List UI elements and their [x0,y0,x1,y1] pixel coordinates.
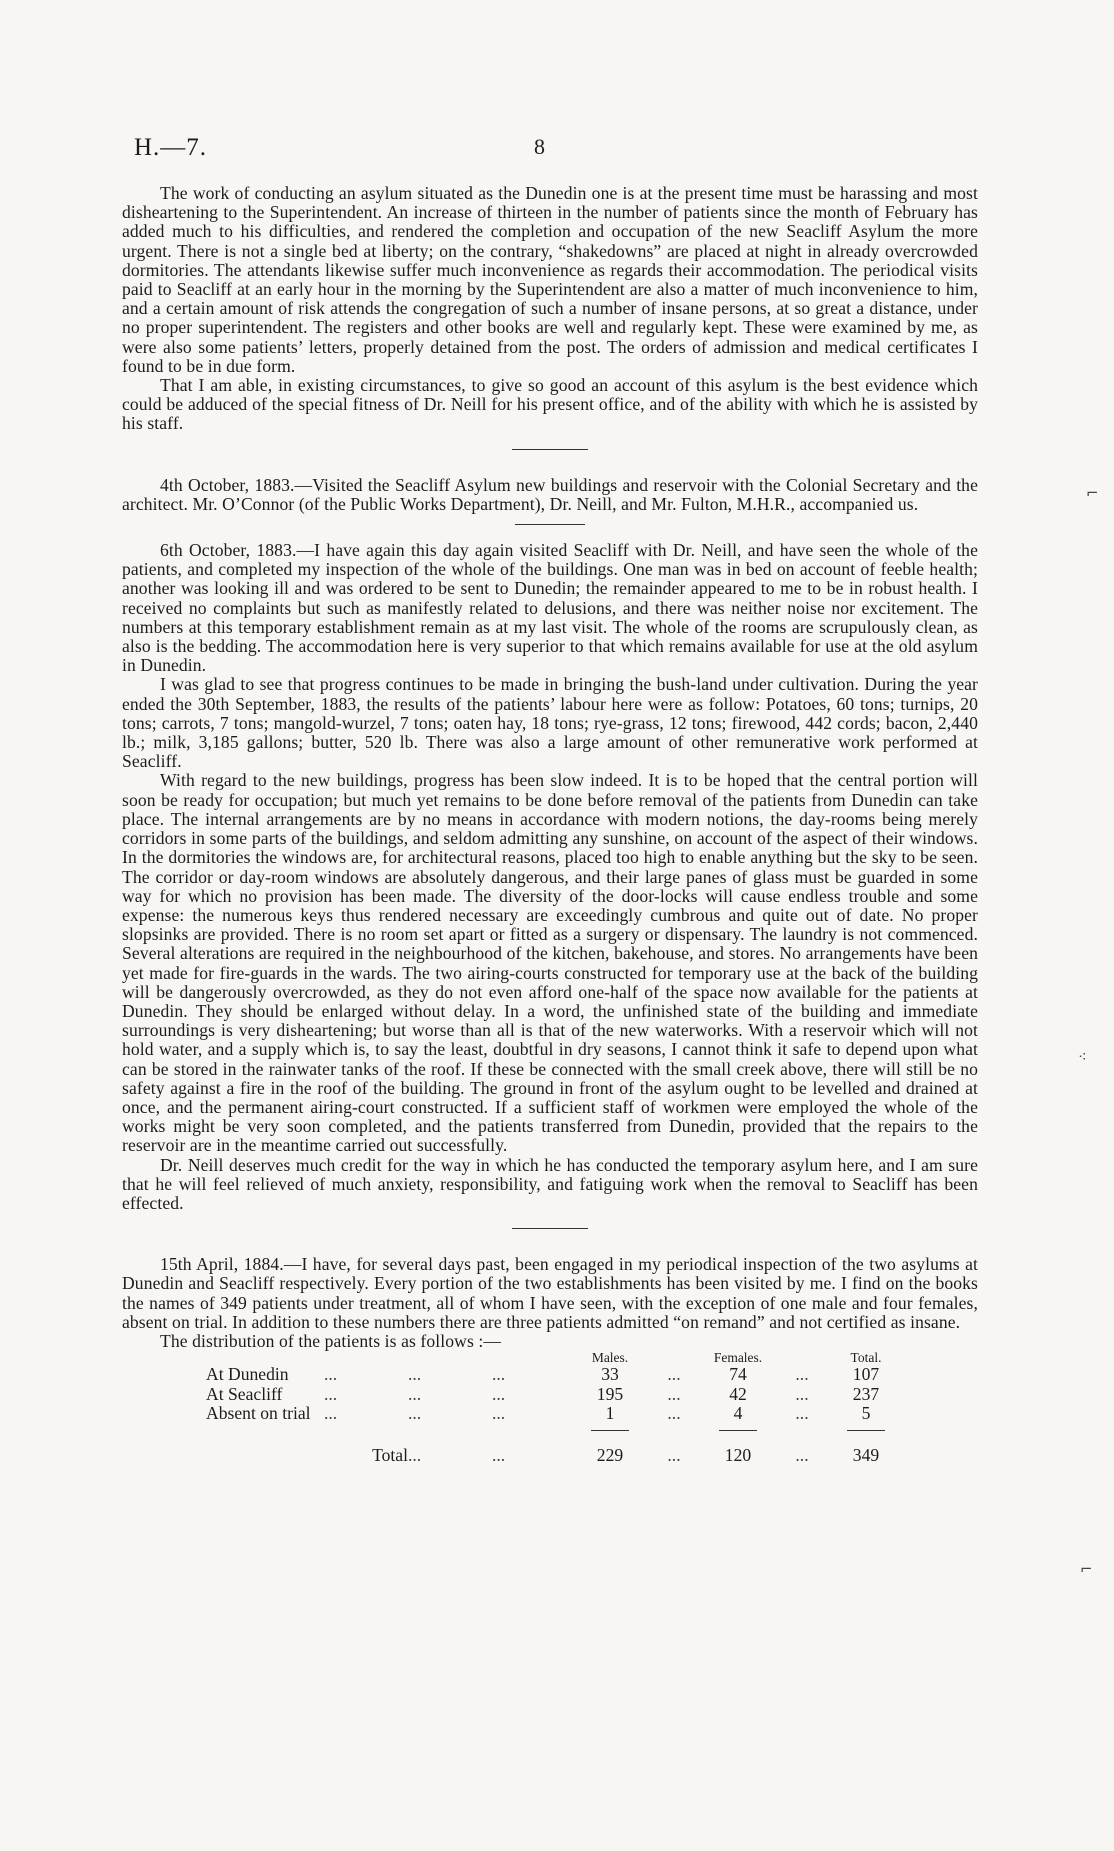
paragraph-entry-15-apr-1884: 15th April, 1884.—I have, for several days past, been engaged in my periodical inspection of the two asylums at Dunedin and Seacliff respectively. Every portion of the two establishments has been visited by me. I find on the books the names of 349 patients under treatment, all of whom I have seen, with the exception of one male and four females, absent on trial. In addition to these numbers there are three patients admitted “on remand” and not certified as insane. [122,1254,978,1332]
cell-males: 1 [605,1403,615,1424]
paragraph-entry-6-oct-1883: 6th October, 1883.—I have again this day again visited Seacliff with Dr. Neill, and have seen the whole of the patients, and completed my inspection of the whole of the buildings. One man was in bed on account of feeble health; another was looking ill and was ordered to be sent to Dunedin; the remainder appeared to me to be in robust health. I received no complaints but such as manifestly related to delusions, and there was neither noise nor excitement. The numbers at this temporary establishment remain as at my last visit. The whole of the rooms are scrupulously clean, as also is the bedding. The accommodation here is very superior to that which remains available for use at the old asylum in Dunedin. [122,540,978,676]
leader-dots: ... [795,1444,809,1465]
leader-dots: ... [667,1403,681,1424]
leader-dots: ... [324,1403,338,1424]
leader-dots: ... [492,1444,506,1465]
margin-scan-mark: ⌐ [1080,1560,1093,1578]
table-row [206,1404,900,1424]
cell-males: 33 [601,1364,619,1385]
leader-dots: ... [795,1403,809,1424]
table-row [206,1365,900,1385]
paragraph-dr-neill-credit: Dr. Neill deserves much credit for the way in which he has conducted the temporary asylum here, and I am sure that he will feel relieved of much anxiety, responsibility, and fatiguing work when the removal to Seacliff has been effected. [122,1154,978,1213]
table-total-row [206,1444,900,1466]
table-header-row [206,1351,900,1365]
cell-females: 42 [729,1383,747,1404]
row-label: At Dunedin [206,1364,289,1385]
column-header-males: Males. [591,1350,629,1366]
document-reference: H.—7. [134,134,208,161]
column-header-females: Females. [713,1350,763,1366]
leader-dots: ... [408,1444,422,1465]
leader-dots: ... [492,1403,506,1424]
sum-rule [847,1430,885,1439]
page-header [122,128,978,168]
section-divider [515,524,585,525]
cell-males: 195 [596,1383,624,1404]
total-label: Total [372,1444,408,1465]
cell-total: 107 [852,1364,880,1385]
section-divider [512,1228,588,1229]
sum-rule-row [206,1424,900,1444]
row-label: Absent on trial [206,1403,311,1424]
paragraph-dunedin-conclusion: That I am able, in existing circumstances, to give so good an account of this asylum is the best evidence which could be adduced of the special fitness of Dr. Neill for his present office, and of the ability with which he is assisted by his staff. [122,375,978,434]
total-females: 120 [724,1444,752,1465]
patient-distribution-table [206,1351,900,1465]
row-label: At Seacliff [206,1383,283,1404]
page-number: 8 [534,134,545,159]
leader-dots: ... [324,1383,338,1404]
total-total: 349 [852,1444,880,1465]
section-divider [512,449,588,450]
column-header-total: Total. [850,1350,882,1366]
leader-dots: ... [492,1364,506,1385]
total-males: 229 [596,1444,624,1465]
leader-dots: ... [408,1364,422,1385]
cell-females: 74 [729,1364,747,1385]
paragraph-dunedin-conditions: The work of conducting an asylum situated as the Dunedin one is at the present time must be harassing and most disheartening to the Superintendent. An increase of thirteen in the number of patients since the month of February has added much to his difficulties, and rendered the completion and occupation of the new Seacliff Asylum the more urgent. There is not a single bed at liberty; on the contrary, “shakedowns” are placed at night in already overcrowded dormitories. The attendants likewise suffer much inconvenience as regards their accommodation. The periodical visits paid to Seacliff at an early hour in the morning by the Superintendent are also a matter of much inconvenience to him, and a certain amount of risk attends the congregation of such a number of insane persons, at so great a distance, under no proper superintendent. The registers and other books are well and regularly kept. These were examined by me, as were also some patients’ letters, properly detained from the post. The orders of admission and medical certificates I found to be in due form. [122,183,978,376]
cell-total: 5 [861,1403,871,1424]
paragraph-farm-produce: I was glad to see that progress continues to be made in bringing the bush-land under cultivation. During the year ended the 30th September, 1883, the results of the patients’ labour here were as follow: Potatoes, 60 tons; turnips, 20 tons; carrots, 7 tons; mangold-wurzel, 7 tons; oaten hay, 18 tons; rye-grass, 12 tons; firewood, 442 cords; bacon, 2,440 lb.; milk, 3,185 gallons; butter, 520 lb. There was also a large amount of other remunerative work performed at Seacliff. [122,674,978,772]
leader-dots: ... [667,1364,681,1385]
leader-dots: ... [795,1364,809,1385]
margin-scan-mark: ⁖ [1078,1048,1087,1066]
leader-dots: ... [324,1364,338,1385]
document-body [122,184,978,1465]
sum-rule [591,1430,629,1439]
leader-dots: ... [667,1444,681,1465]
sum-rule [719,1430,757,1439]
paragraph-new-buildings: With regard to the new buildings, progress has been slow indeed. It is to be hoped that the central portion will soon be ready for occupation; but much yet remains to be done before removal of the patients from Dunedin can take place. The internal arrangements are by no means in accordance with modern notions, the day-rooms being merely corridors in some parts of the buildings, and seldom admitting any sunshine, on account of the aspect of their windows. In the dormitories the windows are, for architectural reasons, placed too high to enable anything but the sky to be seen. The corridor or day-room windows are absolutely dangerous, and their large panes of glass must be guarded in some way for which no provision has been made. The diversity of the door-locks will cause endless trouble and some expense: the numerous keys thus rendered necessary are exceedingly cumbrous and quite out of date. No proper slopsinks are provided. There is no room set apart or fitted as a surgery or dispensary. The laundry is not commenced. Several alterations are required in the neighbourhood of the kitchen, bakehouse, and stores. No arrangements have been yet made for fire-guards in the wards. The two airing-courts constructed for temporary use at the back of the building will be dangerously overcrowded, as they do not even afford one-half of the space now available for the patients at Dunedin. They should be enlarged without delay. In a word, the unfinished state of the building and immediate surroundings is very disheartening; but worse than all is that of the new waterworks. With a reservoir which will not hold water, and a supply which is, to say the least, doubtful in dry seasons, I cannot think it safe to depend upon what can be stored in the rainwater tanks of the roof. If these be connected with the small creek above, there will still be no safety against a fire in the roof of the building. The ground in front of the asylum ought to be levelled and drained at once, and the permanent airing-court constructed. If a sufficient staff of workmen were employed the whole of the works might be very soon completed, and the patients transferred from Dunedin, provided that the repairs to the reservoir are in the meantime carried out successfully. [122,770,978,1156]
document-page [122,128,978,1465]
leader-dots: ... [795,1383,809,1404]
leader-dots: ... [408,1383,422,1404]
table-row [206,1385,900,1405]
cell-females: 4 [733,1403,743,1424]
cell-total: 237 [852,1383,880,1404]
leader-dots: ... [667,1383,681,1404]
margin-scan-mark: ⌐ [1086,484,1099,502]
leader-dots: ... [408,1403,422,1424]
leader-dots: ... [492,1383,506,1404]
paragraph-entry-4-oct-1883: 4th October, 1883.—Visited the Seacliff Asylum new buildings and reservoir with the Colonial Secretary and the architect. Mr. O’Connor (of the Public Works Department), Dr. Neill, and Mr. Fulton, M.H.R., accompanied us. [122,474,978,514]
paragraph-distribution-intro: The distribution of the patients is as follows :— [160,1330,502,1351]
